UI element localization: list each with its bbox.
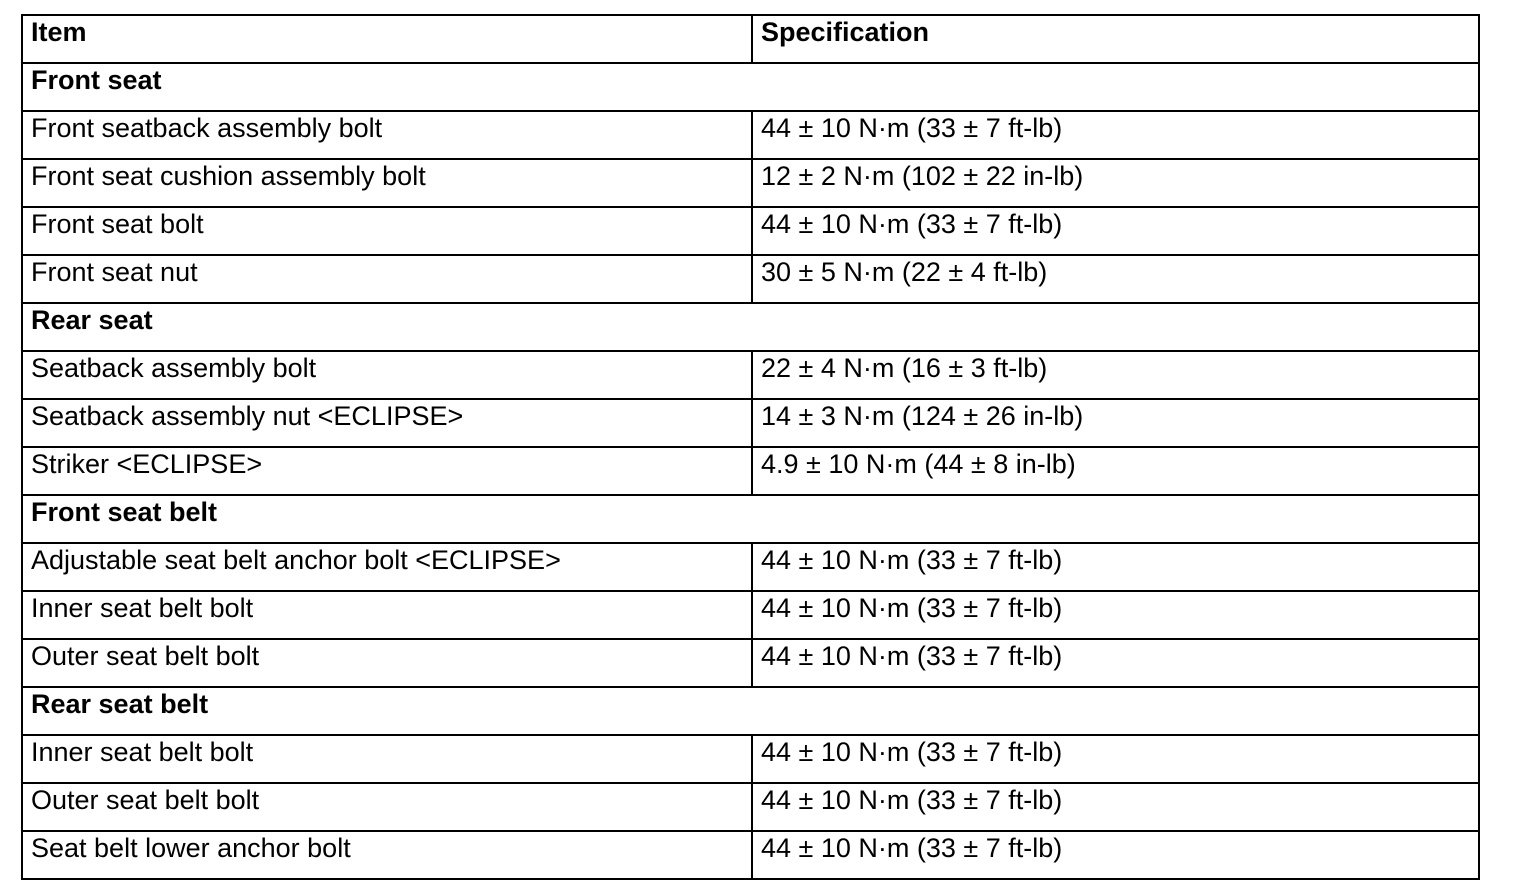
- item-cell: Adjustable seat belt anchor bolt <ECLIPSE>: [22, 543, 752, 591]
- header-specification: Specification: [752, 15, 1479, 63]
- table-row: [22, 399, 1479, 447]
- table-header-row: [22, 15, 1479, 63]
- table-row: [22, 735, 1479, 783]
- section-title: Rear seat: [22, 303, 1479, 351]
- spec-cell: 44 ± 10 N·m (33 ± 7 ft-lb): [752, 111, 1479, 159]
- section-row-rear-seat: [22, 303, 1479, 351]
- spec-cell: 12 ± 2 N·m (102 ± 22 in-lb): [752, 159, 1479, 207]
- table-row: [22, 831, 1479, 879]
- spec-cell: 44 ± 10 N·m (33 ± 7 ft-lb): [752, 735, 1479, 783]
- item-cell: Striker <ECLIPSE>: [22, 447, 752, 495]
- item-cell: Seat belt lower anchor bolt: [22, 831, 752, 879]
- item-cell: Seatback assembly bolt: [22, 351, 752, 399]
- spec-cell: 44 ± 10 N·m (33 ± 7 ft-lb): [752, 783, 1479, 831]
- section-row-rear-seat-belt: [22, 687, 1479, 735]
- item-cell: Outer seat belt bolt: [22, 639, 752, 687]
- table-row: [22, 783, 1479, 831]
- spec-cell: 44 ± 10 N·m (33 ± 7 ft-lb): [752, 831, 1479, 879]
- table-row: [22, 255, 1479, 303]
- spec-cell: 44 ± 10 N·m (33 ± 7 ft-lb): [752, 639, 1479, 687]
- table-row: [22, 351, 1479, 399]
- table-row: [22, 543, 1479, 591]
- table-row: [22, 639, 1479, 687]
- table-row: [22, 207, 1479, 255]
- section-title: Front seat belt: [22, 495, 1479, 543]
- torque-spec-table: [21, 14, 1480, 880]
- spec-cell: 44 ± 10 N·m (33 ± 7 ft-lb): [752, 591, 1479, 639]
- item-cell: Front seat bolt: [22, 207, 752, 255]
- spec-cell: 4.9 ± 10 N·m (44 ± 8 in-lb): [752, 447, 1479, 495]
- item-cell: Outer seat belt bolt: [22, 783, 752, 831]
- table-row: [22, 159, 1479, 207]
- item-cell: Inner seat belt bolt: [22, 735, 752, 783]
- spec-cell: 44 ± 10 N·m (33 ± 7 ft-lb): [752, 543, 1479, 591]
- table-row: [22, 447, 1479, 495]
- item-cell: Seatback assembly nut <ECLIPSE>: [22, 399, 752, 447]
- table-row: [22, 111, 1479, 159]
- section-title: Front seat: [22, 63, 1479, 111]
- item-cell: Front seat nut: [22, 255, 752, 303]
- table-row: [22, 591, 1479, 639]
- item-cell: Inner seat belt bolt: [22, 591, 752, 639]
- item-cell: Front seat cushion assembly bolt: [22, 159, 752, 207]
- spec-cell: 30 ± 5 N·m (22 ± 4 ft-lb): [752, 255, 1479, 303]
- spec-cell: 44 ± 10 N·m (33 ± 7 ft-lb): [752, 207, 1479, 255]
- section-title: Rear seat belt: [22, 687, 1479, 735]
- section-row-front-seat-belt: [22, 495, 1479, 543]
- spec-cell: 22 ± 4 N·m (16 ± 3 ft-lb): [752, 351, 1479, 399]
- item-cell: Front seatback assembly bolt: [22, 111, 752, 159]
- spec-cell: 14 ± 3 N·m (124 ± 26 in-lb): [752, 399, 1479, 447]
- section-row-front-seat: [22, 63, 1479, 111]
- header-item: Item: [22, 15, 752, 63]
